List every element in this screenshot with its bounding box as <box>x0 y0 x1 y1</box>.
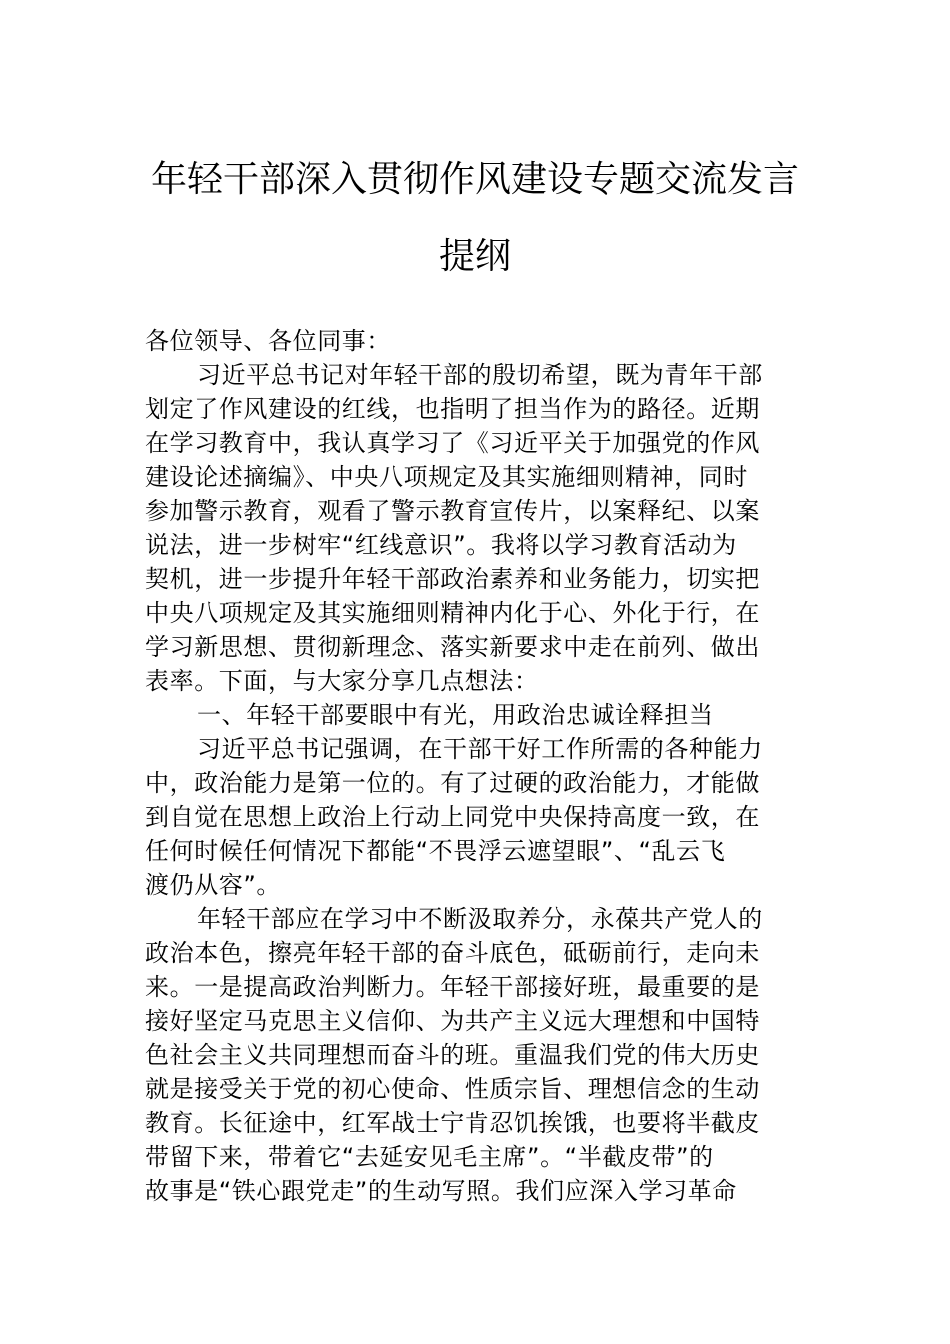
body-line: 教育。长征途中，红军战士宁肯忍饥挨饿，也要将半截皮 <box>145 1109 760 1137</box>
body-line: 故事是“铁心跟党走”的生动写照。我们应深入学习革命 <box>145 1177 737 1205</box>
body-line: 一、年轻干部要眼中有光，用政治忠诚诠释担当 <box>197 701 714 729</box>
body-line: 接好坚定马克思主义信仰、为共产主义远大理想和中国特 <box>145 1007 760 1035</box>
body-line: 说法，进一步树牢“红线意识”。我将以学习教育活动为 <box>145 531 737 559</box>
body-line: 就是接受关于党的初心使命、性质宗旨、理想信念的生动 <box>145 1075 760 1103</box>
body-line: 建设论述摘编》、中央八项规定及其实施细则精神，同时 <box>145 463 748 491</box>
body-line: 划定了作风建设的红线，也指明了担当作为的路径。近期 <box>145 395 760 423</box>
body-line: 学习新思想、贯彻新理念、落实新要求中走在前列、做出 <box>145 633 760 661</box>
document-title <box>130 160 820 277</box>
body-line: 习近平总书记强调，在干部干好工作所需的各种能力 <box>197 735 763 763</box>
body-line: 来。一是提高政治判断力。年轻干部接好班，最重要的是 <box>145 973 760 1001</box>
body-line: 年轻干部应在学习中不断汲取养分，永葆共产党人的 <box>197 905 763 933</box>
title-line-2: 提纲 <box>438 236 511 277</box>
document-body <box>145 324 815 1208</box>
body-line: 各位领导、各位同事： <box>145 327 391 355</box>
body-line: 色社会主义共同理想而奋斗的班。重温我们党的伟大历史 <box>145 1041 760 1069</box>
body-line: 带留下来，带着它“去延安见毛主席”。“半截皮带”的 <box>145 1143 714 1171</box>
body-line: 渡仍从容”。 <box>145 871 282 899</box>
body-line: 契机，进一步提升年轻干部政治素养和业务能力，切实把 <box>145 565 760 593</box>
body-line: 参加警示教育，观看了警示教育宣传片，以案释纪、以案 <box>145 497 760 525</box>
body-line: 任何时候任何情况下都能“不畏浮云遮望眼”、“乱云飞 <box>145 837 726 865</box>
body-line: 到自觉在思想上政治上行动上同党中央保持高度一致，在 <box>145 803 760 831</box>
body-line: 表率。下面，与大家分享几点想法： <box>145 667 539 695</box>
body-line: 中，政治能力是第一位的。有了过硬的政治能力，才能做 <box>145 769 760 797</box>
body-line: 在学习教育中，我认真学习了《习近平关于加强党的作风 <box>145 429 760 457</box>
body-line: 政治本色，擦亮年轻干部的奋斗底色，砥砺前行，走向未 <box>145 939 760 967</box>
body-line: 中央八项规定及其实施细则精神内化于心、外化于行，在 <box>145 599 760 627</box>
title-line-1: 年轻干部深入贯彻作风建设专题交流发言 <box>150 159 799 200</box>
body-line: 习近平总书记对年轻干部的殷切希望，既为青年干部 <box>197 361 763 389</box>
